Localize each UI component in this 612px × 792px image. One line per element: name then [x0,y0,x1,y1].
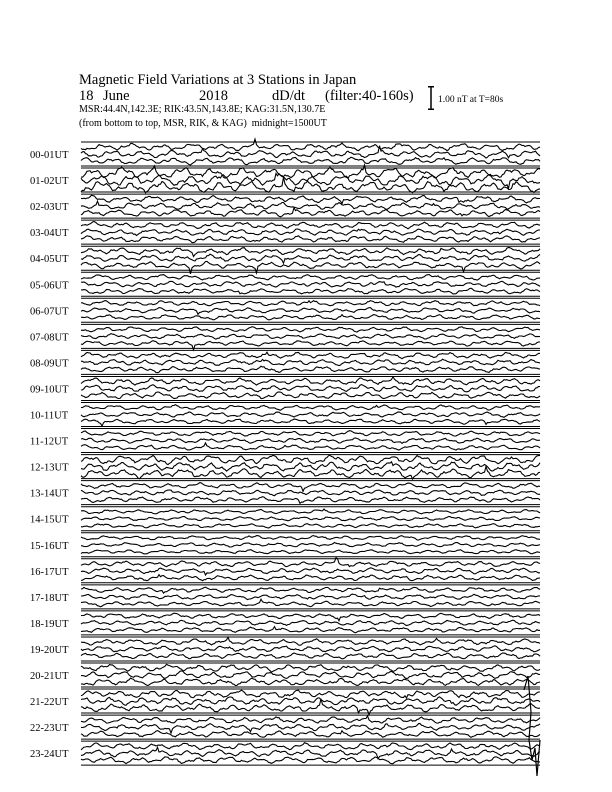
date-month: June [103,88,130,104]
row-label: 15-16UT [30,540,69,552]
trace-msr [81,419,540,426]
trace-rik [81,568,540,575]
trace-kag [81,743,540,750]
trace-rik [81,517,540,521]
trace-rik [81,359,540,365]
chart-title: Magnetic Field Variations at 3 Stations in Japan [79,72,357,88]
trace-kag [81,275,540,281]
trace-msr [81,177,540,193]
trace-kag [81,637,540,645]
row-label: 20-21UT [30,671,69,682]
trace-rik [81,543,540,548]
row-label: 12-13UT [30,462,69,474]
date-year: 2018 [199,88,228,104]
trace-msr [81,757,540,764]
trace-msr [81,392,540,399]
trace-kag [81,690,540,698]
row-label: 01-02UT [30,176,69,188]
row-label: 06-07UT [30,306,69,318]
row-label: 05-06UT [30,280,69,292]
trace-msr [81,599,540,607]
trace-kag [81,664,540,672]
trace-msr [81,550,540,554]
midnight-note: midnight=1500UT [251,118,327,129]
trace-spike [524,676,540,776]
trace-kag [81,455,540,464]
row-label: 03-04UT [30,228,69,240]
row-label: 23-24UT [30,749,69,761]
row-label: 14-15UT [30,514,69,526]
trace-msr [81,575,540,581]
row-label: 11-12UT [30,436,69,448]
quantity-label: dD/dt [272,88,306,104]
order-note: (from bottom to top, MSR, RIK, & KAG) [79,118,247,129]
trace-rik [81,620,540,625]
trace-kag [81,483,540,492]
trace-kag [81,613,540,621]
trace-kag [81,716,540,723]
trace-kag [81,301,540,306]
trace-kag [81,248,540,257]
trace-kag [81,509,540,514]
trace-msr [81,443,540,450]
trace-msr [81,653,540,659]
trace-msr [81,731,540,738]
trace-msr [81,627,540,633]
date-day: 18 [79,88,94,104]
trace-kag [81,405,540,411]
row-label: 04-05UT [30,254,69,266]
trace-rik [81,490,540,496]
row-label: 00-01UT [30,150,69,161]
trace-rik [81,412,540,418]
row-label: 07-08UT [30,332,69,344]
trace-rik [81,697,540,705]
trace-kag [81,195,540,204]
scale-label: 1.00 nT at T=80s [438,95,504,105]
trace-msr [81,208,540,217]
trace-rik [81,201,540,209]
trace-kag [81,139,540,151]
trace-rik [81,438,540,444]
trace-msr [81,524,540,529]
trace-rik [81,334,540,340]
row-label: 09-10UT [30,384,69,396]
row-label: 16-17UT [30,566,69,578]
trace-rik [81,646,540,652]
trace-rik [81,594,540,600]
trace-msr [81,157,540,165]
trace-kag [81,431,540,436]
trace-rik [81,308,540,315]
trace-kag [81,377,540,385]
trace-msr [81,366,540,373]
row-label: 08-09UT [30,358,69,370]
trace-kag [81,352,540,359]
trace-rik [81,747,540,758]
trace-rik [81,229,540,236]
row-label: 22-23UT [30,723,69,735]
filter-label: (filter:40-160s) [325,88,414,104]
row-label: 18-19UT [30,618,69,630]
trace-msr [81,315,540,320]
trace-rik [81,281,540,287]
trace-msr [81,288,540,294]
trace-msr [81,497,540,504]
row-label: 10-11UT [30,410,69,422]
row-label: 21-22UT [30,697,69,709]
trace-kag [81,327,540,332]
trace-rik [81,385,540,392]
trace-kag [81,536,540,541]
trace-kag [81,165,540,178]
row-label: 17-18UT [30,592,69,604]
station-coordinates: MSR:44.4N,142.3E; RIK:43.5N,143.8E; KAG:31.5N,130.7E [79,104,326,115]
trace-kag [81,587,540,593]
trace-rik [81,671,540,679]
trace-kag [81,222,540,229]
trace-msr [81,236,540,243]
trace-rik [81,462,540,471]
row-label: 19-20UT [30,644,69,656]
trace-rik [81,174,540,189]
trace-msr [81,678,540,685]
row-label: 13-14UT [30,488,69,500]
row-label: 02-03UT [30,202,69,214]
